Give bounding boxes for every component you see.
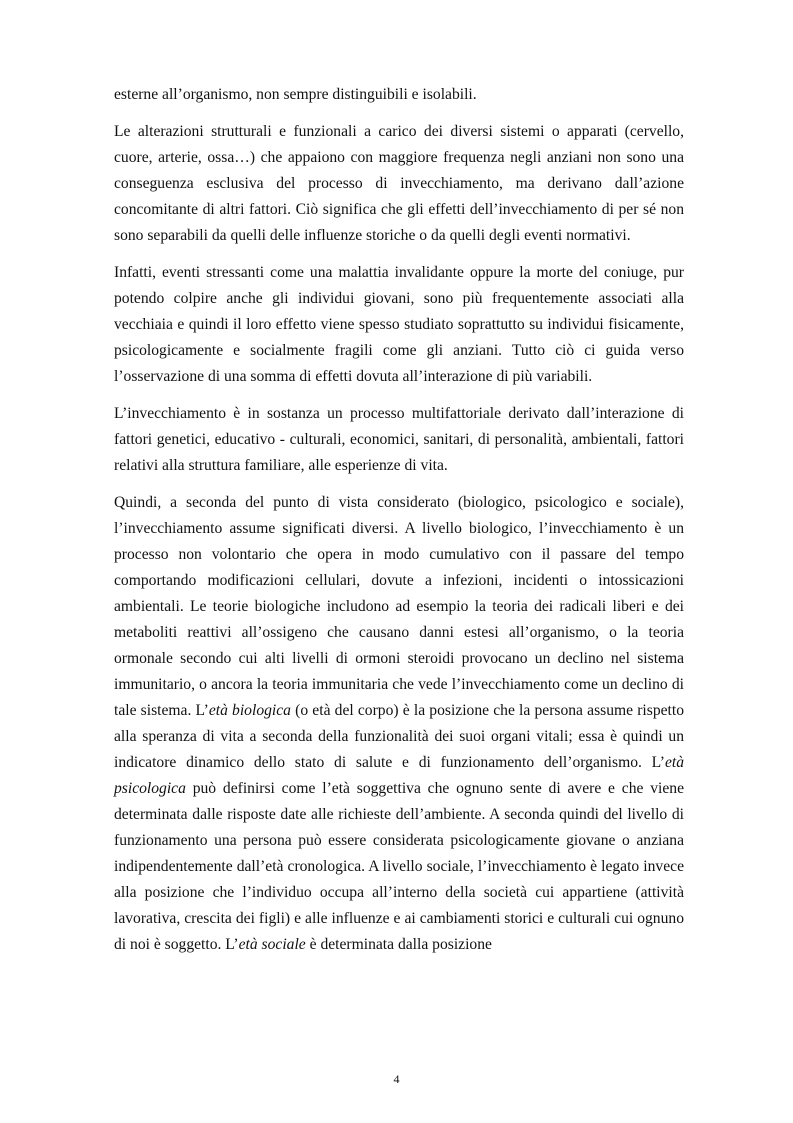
text-run: L’invecchiamento è in sostanza un processo multifattoriale derivato dall’interazione di fattori genetici, educativo - culturali, economici, sanitari, di personalità, ambientali, fattori relativi alla struttura familiare, alle esperienze di vita. <box>114 405 684 474</box>
paragraph <box>114 401 684 479</box>
text-run: Quindi, a seconda del punto di vista considerato (biologico, psicologico e sociale), l’invecchiamento assume significati diversi. A livello biologico, l’invecchiamento è un processo non volontario che opera in modo cumulativo con il passare del tempo comportando modificazioni cellulari, dovute a infezioni, incidenti o intossicazioni ambientali. Le teorie biologiche includono ad esempio la teoria dei radicali liberi e dei metaboliti reattivi all’ossigeno che causano danni estesi all’organismo, o la teoria ormonale secondo cui alti livelli di ormoni steroidi provocano un declino nel sistema immunitario, o ancora la teoria immunitaria che vede l’invecchiamento come un declino di tale sistema. L’ <box>114 494 684 719</box>
italic-term: età psicologica <box>114 754 684 797</box>
paragraph <box>114 490 684 958</box>
text-run: è determinata dalla posizione <box>305 936 492 953</box>
text-run: esterne all’organismo, non sempre distinguibili e isolabili. <box>114 86 477 103</box>
text-run: Le alterazioni strutturali e funzionali a carico dei diversi sistemi o apparati (cervello, cuore, arterie, ossa…) che appaiono con maggiore frequenza negli anziani non sono una conseguenza esclusiva del processo di invecchiamento, ma derivano dall’azione concomitante di altri fattori. Ciò significa che gli effetti dell’invecchiamento di per sé non sono separabili da quelli delle influenze storiche o da quelli degli eventi normativi. <box>114 123 684 244</box>
body-text <box>114 82 684 969</box>
italic-term: età biologica <box>208 702 291 719</box>
text-run: Infatti, eventi stressanti come una malattia invalidante oppure la morte del coniuge, pur potendo colpire anche gli individui giovani, sono più frequentemente associati alla vecchiaia e quindi il loro effetto viene spesso studiato soprattutto su individui fisicamente, psicologicamente e socialmente fragili come gli anziani. Tutto ciò ci guida verso l’osservazione di una somma di effetti dovuta all’interazione di più variabili. <box>114 264 684 385</box>
paragraph <box>114 260 684 390</box>
page-number: 4 <box>393 1072 400 1086</box>
italic-term: età sociale <box>238 936 306 953</box>
text-run: può definirsi come l’età soggettiva che ognuno sente di avere e che viene determinata dalle risposte date alle richieste dell’ambiente. A seconda quindi del livello di funzionamento una persona può essere considerata psicologicamente giovane o anziana indipendentemente dall’età cronologica. A livello sociale, l’invecchiamento è legato invece alla posizione che l’individuo occupa all’interno della società cui appartiene (attività lavorativa, crescita dei figli) e alle influenze e ai cambiamenti storici e culturali cui ognuno di noi è soggetto. L’ <box>114 780 684 953</box>
paragraph <box>114 119 684 249</box>
text-run: (o età del corpo) è la posizione che la persona assume rispetto alla speranza di vita a seconda della funzionalità dei suoi organi vitali; essa è quindi un indicatore dinamico dello stato di salute e di funzionamento dell’organismo. L’ <box>114 702 685 771</box>
paragraph <box>114 82 684 108</box>
